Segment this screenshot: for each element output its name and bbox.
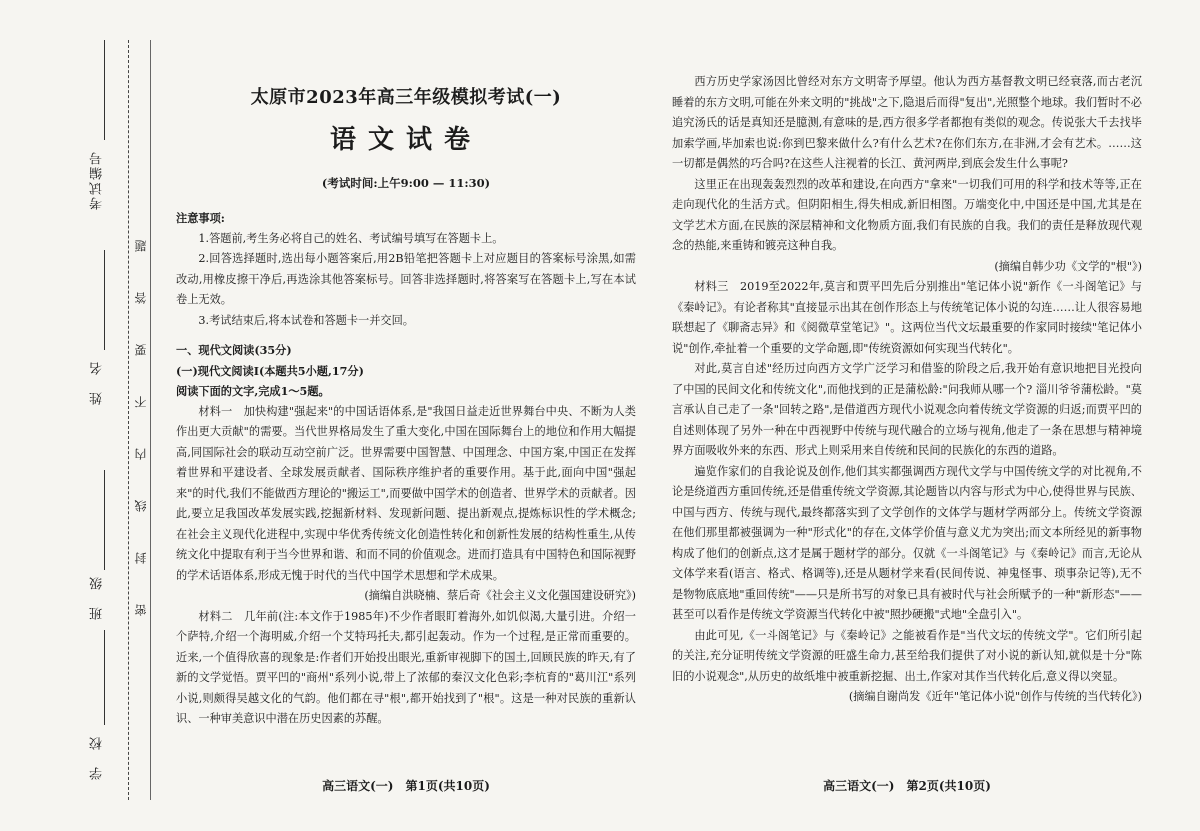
class-field[interactable] — [104, 470, 105, 570]
instruction: 阅读下面的文字,完成1～5题。 — [176, 384, 330, 398]
exam-number-label: 考试编号 — [90, 150, 105, 210]
page-1-footer: 高三语文(一) 第1页(共10页) — [322, 779, 490, 793]
page-1 — [176, 0, 636, 831]
material-2-source: (摘编自韩少功《文学的"根"》) — [994, 259, 1142, 273]
paragraph: 由此可见,《一斗阁笔记》与《秦岭记》之能被看作是"当代文坛的传统文学"。它们所引起的关注,充分证明传统文学资源的旺盛生命力,甚至给我们提供了对小说的新认知,就似是十分"陈旧的小说观念",从历史的故纸堆中被重新挖掘、出土,作家对其作当代转化后,意义得以突显。 — [672, 628, 1142, 683]
page-2-body — [672, 72, 1142, 708]
binding-strip — [0, 0, 160, 831]
note-item: 3.考试结束后,将本试卷和答题卡一并交回。 — [198, 313, 414, 327]
material-2: 材料二 几年前(注:本文作于1985年)不少作者眼盯着海外,如饥似渴,大量引进。介绍一个萨特,介绍一个海明威,介绍一个艾特玛托夫,都引起轰动。作为一个过程,是正常而重要的。近来,一个值得欣喜的现象是:作者们开始投出眼光,重新审视脚下的国土,回顾民族的昨天,有了新的文学觉悟。贾平凹的"商州"系列小说,带上了浓郁的秦汉文化色彩;李杭育的"葛川江"系列小说,则颇得吴越文化的气韵。他们都在寻"根",都开始找到了"根"。这是一种对民族的重新认识、一种审美意识中潜在历史因素的苏醒。 — [176, 609, 636, 725]
reading-section — [176, 340, 636, 730]
exam-time: (考试时间:上午9:00 — 11:30) — [321, 176, 491, 190]
section-heading: 一、现代文阅读(35分) — [176, 343, 292, 357]
paragraph: 遍览作家们的自我论说及创作,他们其实都强调西方现代文学与中国传统文学的对比视角,不论是绕道西方重回传统,还是借重传统文学资源,其论题皆以内容与形式为中心,使得世界与民族、中国与西方、传统与现代,最终都落实到了文学创作的文体学与题材学两部分上。传统文学资源在他们那里都被强调为一种"形式化"的存在,文体学价值与意义尤为突出;而文本所经见的新事物构成了他们的创新点,这才是属于题材学的部分。仅就《一斗阁笔记》与《秦岭记》而言,无论从文体学来看(语言、格式、格调等),还是从题材学来看(民间传说、神鬼怪事、琐事杂记等),无不是物物底底地"重回传统"——只是所书写的对象已具有被时代与社会所赋予的一种"新形态"——甚至可以看作是传统文学资源当代转化中被"照抄硬搬"式地"全盘引入"。 — [672, 464, 1142, 621]
warning-char: 要 — [134, 344, 148, 356]
name-field[interactable] — [104, 250, 105, 350]
warning-char: 内 — [134, 448, 148, 460]
class-label: 班 级 — [90, 575, 105, 620]
warning-char: 线 — [134, 500, 148, 512]
material-3: 材料三 2019至2022年,莫言和贾平凹先后分别推出"笔记体小说"新作《一斗阁笔记》与《秦岭记》。有论者称其"直接显示出其在创作形态上与传统笔记体小说的勾连……让人很容易地联想起了《聊斋志异》和《阅微草堂笔记》"。这两位当代文坛最重要的作家同时接续"笔记体小说"创作,牵扯着一个重要的文学命题,即"传统资源如何实现当代转化"。 — [672, 280, 1142, 355]
note-item: 1.答题前,考生务必将自己的姓名、考试编号填写在答题卡上。 — [198, 231, 504, 245]
warning-char: 答 — [134, 292, 148, 304]
subject-title: 语文试卷 — [329, 125, 482, 155]
material-1-source: (摘编自洪晓楠、蔡后奇《社会主义文化强国建设研究》) — [364, 589, 636, 602]
warning-char: 密 — [134, 604, 148, 616]
note-item: 2.回答选择题时,选出每小题答案后,用2B铅笔把答题卡上对应题目的答案标号涂黑,如需改动,用橡皮擦干净后,再选涂其他答案标号。回答非选择题时,将答案写在答题卡上,写在本试卷上无效。 — [176, 252, 636, 306]
exam-number-field[interactable] — [104, 40, 105, 140]
material-3-source: (摘编自谢尚发《近年"笔记体小说"创作与传统的当代转化》) — [848, 690, 1142, 703]
notes-block — [176, 208, 636, 331]
seal-line — [150, 40, 151, 800]
paragraph: 这里正在出现轰轰烈烈的改革和建设,在向西方"拿来"一切我们可用的科学和技术等等,正在走向现代化的生活方式。但阴阳相生,得失相成,新旧相图。万端变化中,中国还是中国,尤其是在文学艺术方面,在民族的深层精神和文化物质方面,我们有民族的自我。我们的责任是释放现代观念的热能,来重铸和镀亮这种自我。 — [672, 177, 1142, 252]
warning-char: 封 — [134, 552, 148, 564]
school-field[interactable] — [104, 630, 105, 725]
subsection-heading: (一)现代文阅读Ⅰ(本题共5小题,17分) — [176, 363, 364, 378]
name-label: 姓 名 — [90, 360, 105, 405]
paragraph: 对此,莫言自述"经历过向西方文学广泛学习和借鉴的阶段之后,我开始有意识地把目光投向了中国的民间文化和传统文化",而他找到的正是蒲松龄:"问我师从哪一个? 淄川爷爷蒲松龄。"莫言承认自己走了一条"回转之路",是借道西方现代小说观念向着传统文学资源的归返;而贾平凹的自述则体现了另外一种在中西视野中传统与现代融合的立场与视角,他走了一条在思想与精神境界方面吸收外来的东西、形式上则采用来自传统和民间的民族化的东西的道路。 — [672, 362, 1142, 457]
school-label: 学 校 — [90, 735, 105, 780]
exam-title: 太原市2023年高三年级模拟考试(一) — [250, 87, 562, 108]
cut-line — [128, 40, 129, 800]
warning-char: 不 — [134, 396, 148, 408]
warning-char: 题 — [134, 240, 148, 252]
notes-heading: 注意事项: — [176, 211, 225, 225]
page-2 — [672, 0, 1142, 831]
page-2-footer: 高三语文(一) 第2页(共10页) — [823, 779, 991, 793]
paragraph: 西方历史学家汤因比曾经对东方文明寄予厚望。他认为西方基督教文明已经衰落,而古老沉睡着的东方文明,可能在外来文明的"挑战"之下,隐退后而得"复出",光照整个地球。我们暂时不必追究汤氏的话是真知还是臆测,有意味的是,西方很多学者都抱有类似的观念。传说张大千去找毕加索学画,毕加索也说:你到巴黎来做什么?有什么艺术?在你们东方,在非洲,才会有艺术。……这一切都是偶然的巧合吗?在这些人注视着的长江、黄河两岸,到底会发生什么事呢? — [672, 75, 1142, 170]
material-1: 材料一 加快构建"强起来"的中国话语体系,是"我国日益走近世界舞台中央、不断为人类作出更大贡献"的需要。当代世界格局发生了重大变化,中国在国际舞台上的地位和作用大幅提高,同国际社会的联动互动空前广泛。世界需要中国智慧、中国理念、中国方案,中国正在发挥着世界和平建设者、全球发展贡献者、国际秩序维护者的重要作用。基于此,面向中国"强起来"的时代,我们不能做西方理论的"搬运工",而要做中国学术的创造者、世界学术的贡献者。因此,要立足我国改革发展实践,挖掘新材料、发现新问题、提出新观点,提炼标识性的学术概念;在社会主义现代化进程中,实现中华优秀传统文化创造性转化和创新性发展的结构性重生,从传统文化中提取有利于当今世界和谐、和而不同的价值观念。进而打造具有中国特色和国际视野的学术话语体系,形成无愧于时代的当代中国学术思想和学术成果。 — [176, 404, 636, 582]
